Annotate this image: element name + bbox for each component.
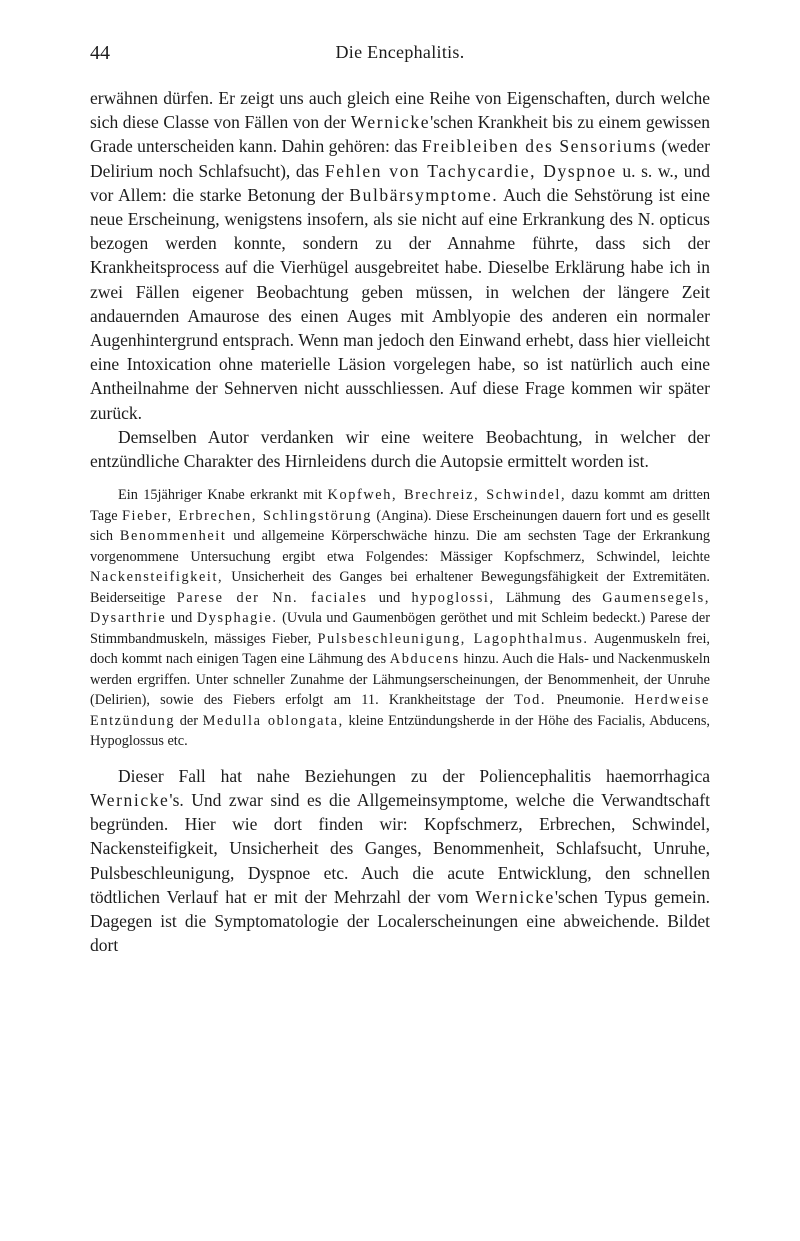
emphasized-text: Wernicke (350, 112, 431, 133)
emphasized-text: Wernicke (90, 789, 170, 810)
text-run: und (367, 589, 412, 606)
text-run: (weder Delirium noch Schlafsucht), das (90, 136, 710, 181)
text-run: Pneumonie. (546, 692, 635, 709)
text-run: Augenmuskeln frei, doch kommt nach einigen Tagen eine Lähmung des (90, 630, 710, 668)
text-run: Demselben Autor verdanken wir eine weitere Beobachtung, in welcher der entzündliche Charakter des Hirnleidens durch die Autopsie ermittelt worden ist. (90, 426, 710, 472)
emphasized-text: Herdweise Entzündung (90, 692, 710, 729)
emphasized-text: Medulla oblongata, (202, 712, 344, 729)
text-run: und (166, 610, 197, 627)
emphasized-text: Bulbärsymptome. (349, 184, 499, 205)
text-run: Lähmung des (494, 589, 603, 606)
text-run: u. s. w., und vor Allem: die starke Betonung der (90, 160, 711, 205)
emphasized-text: Tod. (514, 692, 547, 709)
text-run: Unsicherheit des Ganges bei erhaltener Bewegungsfähigkeit der Extremitäten. Beiderseitige (90, 569, 710, 606)
text-run: hinzu. Auch die Hals- und Nackenmuskeln werden ergriffen. Unter schneller Zunahme der Lähmungserscheinungen, der Benommenheit, der Unruhe (Delirien), sowie des Fiebers erfolgt am 11. Krankheitstage der (90, 651, 710, 709)
text-run: erwähnen dürfen. Er zeigt uns auch gleich eine Reihe von Eigenschaften, durch welche sich diese Classe von Fällen von der (90, 88, 710, 133)
running-title: Die Encephalitis. (335, 42, 465, 62)
emphasized-text: Freibleiben des Sensoriums (421, 136, 658, 157)
emphasized-text: hypoglossi, (411, 589, 495, 606)
text-run: 'schen Krankheit bis zu einem gewissen Grade unterscheiden kann. Dahin gehören: das (90, 112, 710, 157)
text-run: Auch die Sehstörung ist eine neue Erscheinung, wenigstens insofern, als sie nicht auf eine Erkrankung des N. opticus bezogen werden konnte, sondern zu der Annahme führte, dass sich der Krankheitsprocess auf die Vierhügel ausgebreitet habe. Dieselbe Erklärung habe ich in zwei Fällen eigener Beobachtung geben müssen, in welchen der längere Zeit andauernden Amaurose des einen Auges mit Amblyopie des anderen ein normaler Augenhintergrund entsprach. Wenn man jedoch den Einwand erhebt, dass hier vielleicht eine Intoxication ohne materielle Läsion vorgelegen habe, so ist natürlich auch eine Antheilnahme der Sehnerven nicht ausschliessen. Auf diese Frage kommen wir später zurück. (90, 184, 710, 423)
text-run: dazu kommt am dritten Tage (90, 487, 710, 524)
emphasized-text: Fieber, Erbrechen, Schlingstörung (121, 507, 372, 524)
page-number: 44 (90, 42, 110, 64)
emphasized-text: Nackensteifigkeit, (90, 569, 224, 586)
text-run: und allgemeine Körperschwäche hinzu. Die am sechsten Tage der Erkrankung vorgenommene Untersuchung ergibt etwa Folgendes: Mässiger Kopfschmerz, Schwindel, leichte (90, 528, 710, 565)
page-body (90, 86, 710, 957)
emphasized-text: Pulsbeschleunigung, Lagophthalmus. (317, 630, 589, 647)
text-run: Ein 15jähriger Knabe erkrankt mit (118, 487, 328, 504)
paragraph-2 (90, 425, 710, 473)
text-run: (Uvula und Gaumenbögen geröthet und mit Schleim bedeckt.) Parese der Stimmbandmuskeln, mässiges Fieber, (90, 610, 711, 647)
case-report-paragraph (90, 485, 710, 752)
paragraph-1 (90, 86, 710, 425)
emphasized-text: Kopfweh, Brechreiz, Schwindel, (327, 487, 567, 504)
emphasized-text: Parese der Nn. faciales (176, 589, 368, 606)
emphasized-text: Abducens (389, 651, 460, 668)
emphasized-text: Benommenheit (119, 528, 227, 545)
text-run: 's. Und zwar sind es die Allgemeinsymptome, welche die Verwandtschaft begründen. Hier wie dort finden wir: Kopfschmerz, Erbrechen, Schwindel, Nackensteifigkeit, Unsicherheit des Ganges, Benommenheit, Schlafsucht, Unruhe, Pulsbeschleunigung, Dyspnoe etc. Auch die acute Entwicklung, den schnellen tödtlichen Verlauf hat er mit der Mehrzahl der vom (90, 789, 710, 907)
text-run: kleine Entzündungsherde in der Höhe des Facialis, Abducens, Hypoglossus etc. (90, 712, 710, 750)
emphasized-text: Fehlen von Tachycardie, Dyspnoe (324, 160, 617, 181)
text-run: 'schen Typus gemein. Dagegen ist die Symptomatologie der Localerscheinungen eine abweichende. Bildet dort (90, 886, 710, 956)
text-run: der (175, 712, 203, 729)
text-run: Dieser Fall hat nahe Beziehungen zu der Poliencephalitis haemorrhagica (118, 765, 710, 786)
emphasized-text: Dysphagie. (196, 610, 278, 627)
text-run: (Angina). Diese Erscheinungen dauern fort und es gesellt sich (90, 507, 710, 545)
page-header (90, 42, 710, 70)
emphasized-text: Wernicke (475, 886, 555, 907)
emphasized-text: Gaumensegels, Dysarthrie (90, 589, 711, 627)
paragraph-4 (90, 764, 710, 958)
